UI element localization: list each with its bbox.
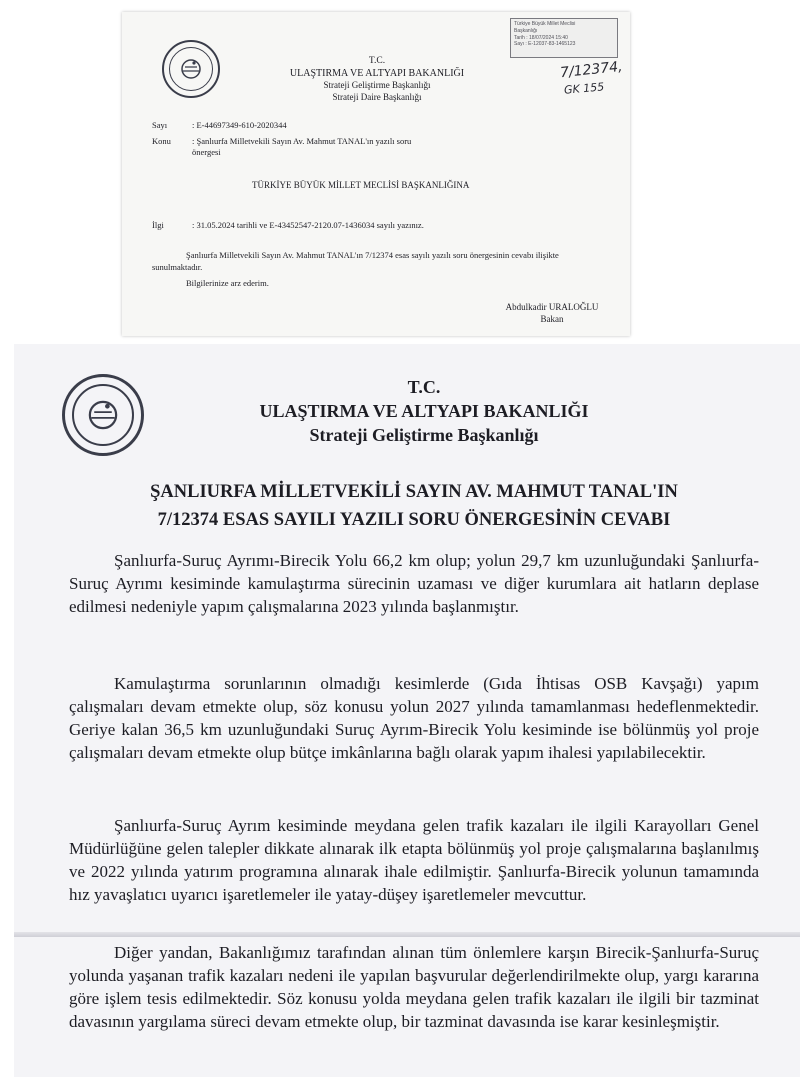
- konu-value: : Şanlıurfa Milletvekili Sayın Av. Mahmut TANAL'ın yazılı soru önergesi: [192, 136, 412, 158]
- sayi-label: Sayı: [152, 120, 168, 130]
- letter-body: Şanlıurfa Milletvekili Sayın Av. Mahmut TANAL'ın 7/12374 esas sayılı yazılı soru önergesinin cevabı ilişikte sunulmaktadır.: [152, 250, 559, 273]
- letter-closing: Bilgilerinize arz ederim.: [186, 278, 269, 288]
- signer-name: Abdulkadir URALOĞLU: [505, 302, 599, 312]
- answer-header: [194, 376, 654, 447]
- stamp-line4: Sayı : E-12037-83-1465123: [514, 41, 576, 48]
- answer-ministry: ULAŞTIRMA VE ALTYAPI BAKANLIĞI: [259, 400, 589, 421]
- konu-label: Konu: [152, 136, 171, 146]
- handwritten-note-2: GK 155: [563, 80, 605, 97]
- ministry-seal-icon: [62, 374, 144, 456]
- letter-header: [242, 56, 512, 103]
- signature-block: [482, 302, 622, 325]
- stamp-line1: Türkiye Büyük Millet Meclisi: [514, 21, 576, 27]
- cover-letter: [122, 12, 630, 336]
- answer-title-line1: ŞANLIURFA MİLLETVEKİLİ SAYIN AV. MAHMUT TANAL'IN: [150, 482, 678, 502]
- handwritten-note-1: 7/12374,: [559, 58, 624, 82]
- ministry-seal-icon: [162, 40, 220, 98]
- answer-unit: Strateji Geliştirme Başkanlığı: [309, 424, 539, 445]
- answer-tc: T.C.: [407, 377, 441, 397]
- ilgi-label: İlgi: [152, 220, 164, 230]
- letter-tc: T.C.: [368, 56, 386, 66]
- answer-paragraph-2: Kamulaştırma sorunlarının olmadığı kesimlerde (Gıda İhtisas OSB Kavşağı) yapım çalışmaları devam etmekte olup, söz konusu yolun 2027 yılında tamamlanması hedeflenmektedir. Geriye kalan 36,5 km uzunluğundaki Suruç Ayrım-Birecik Yolu kesiminde ise bölünmüş yol proje çalışmaları devam etmekte olup bütçe imkânlarına bağlı olarak yapım ihalesi yapılabilecektir.: [69, 674, 759, 763]
- stamp-line2: Başkanlığı: [514, 27, 538, 34]
- answer-paragraph-1: Şanlıurfa-Suruç Ayrımı-Birecik Yolu 66,2 km olup; yolun 29,7 km uzunluğundaki Şanlıurfa-Suruç Ayrımı kesiminde kamulaştırma sürecinin uzaması ve diğer kurumlara ait hatların deplase edilmesi nedeniyle yapım çalışmalarına 2023 yılında başlanmıştır.: [69, 551, 759, 617]
- letter-ministry: ULAŞTIRMA VE ALTYAPI BAKANLIĞI: [289, 67, 465, 79]
- signer-title: Bakan: [540, 313, 564, 324]
- letter-unit1: Strateji Geliştirme Başkanlığı: [323, 80, 431, 91]
- addressee: TÜRKİYE BÜYÜK MİLLET MECLİSİ BAŞKANLIĞINA: [252, 180, 470, 190]
- sayi-value: : E-44697349-610-2020344: [192, 120, 287, 130]
- registry-stamp: [510, 18, 618, 58]
- letter-unit2: Strateji Daire Başkanlığı: [332, 91, 422, 102]
- stamp-line3: Tarih : 18/07/2024 15:40: [514, 34, 568, 41]
- answer-paragraph-4: Diğer yandan, Bakanlığımız tarafından alınan tüm önlemlere karşın Birecik-Şanlıurfa-Suruç yolunda yaşanan trafik kazaları nedeni ile yapılan başvurular değerlendirilmekte olup, yargı kararına göre işlem tesis edilmektedir. Söz konusu yolda meydana gelen trafik kazaları ile ilgili bir tazminat davasının yargılama süreci devam etmekte olup, bir tazminat davasında ise karar kesinleşmiştir.: [69, 943, 759, 1032]
- answer-title: [64, 479, 764, 535]
- ilgi-value: : 31.05.2024 tarihli ve E-43452547-2120.07-1436034 sayılı yazınız.: [192, 220, 424, 230]
- answer-paragraph-3: Şanlıurfa-Suruç Ayrım kesiminde meydana gelen trafik kazaları ile ilgili Karayolları Genel Müdürlüğüne gelen talepler dikkate alınarak ilk etapta bölünmüş yol proje çalışmalarına başlanılmış ve 2022 yılında yatırım programına alınarak ihale edilmiştir. Şanlıurfa-Birecik yolunun tamamında hız yavaşlatıcı uyarıcı işaretlemeler ile yatay-düşey işaretlemeler mevcuttur.: [69, 816, 759, 905]
- answer-page: [14, 344, 800, 1077]
- page-fold-divider: [14, 932, 800, 937]
- answer-title-line2: 7/12374 ESAS SAYILI YAZILI SORU ÖNERGESİNİN CEVABI: [157, 509, 671, 530]
